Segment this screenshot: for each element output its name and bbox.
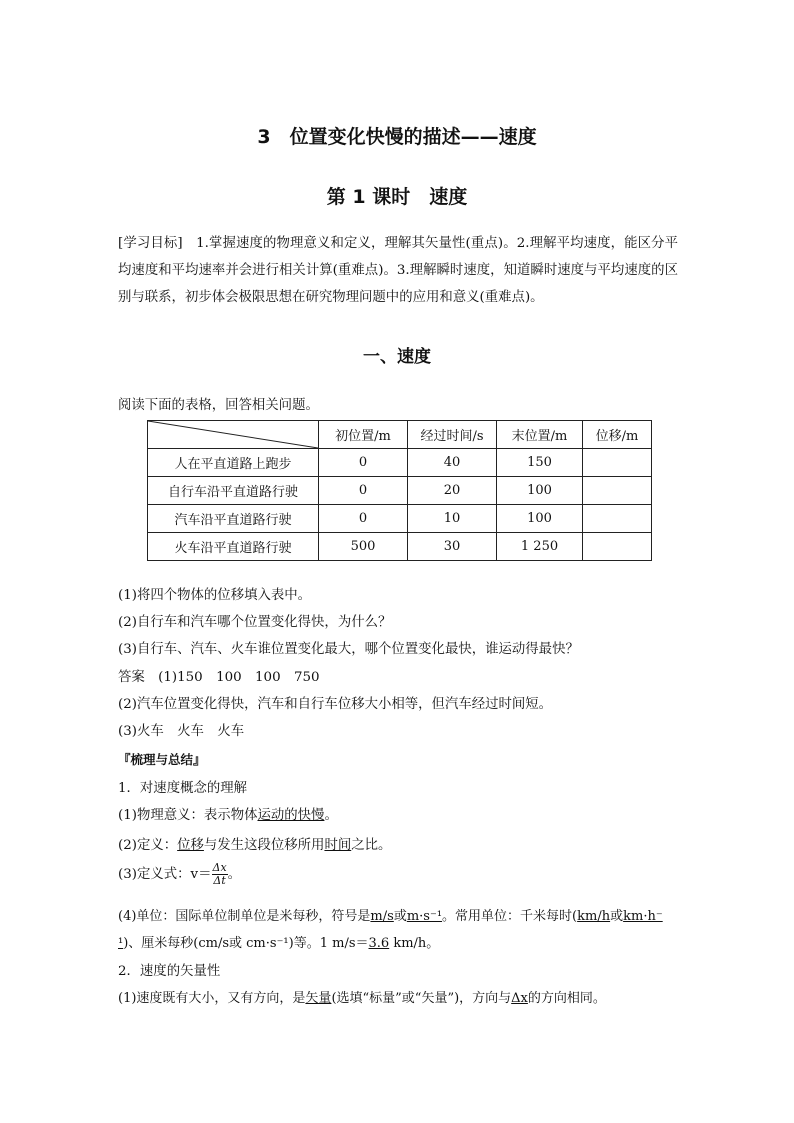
table-row — [148, 449, 652, 477]
diagonal-line — [148, 421, 318, 448]
table-cell — [583, 505, 652, 533]
underlined-term: Δx — [511, 991, 528, 1006]
underlined-term: 3.6 — [368, 936, 390, 951]
section-title: 一、速度 — [363, 347, 431, 367]
header-cell: 经过时间/s — [408, 421, 497, 449]
text-span: (1)速度既有大小，又有方向，是 — [118, 991, 306, 1006]
summary-item-1: 1．对速度概念的理解 — [118, 781, 248, 796]
table-cell: 10 — [408, 505, 497, 533]
table-row — [148, 505, 652, 533]
lesson-title: 第 1 课时 速度 — [326, 186, 468, 208]
text-span: 。 — [227, 867, 242, 882]
row-label: 汽车沿平直道路行驶 — [148, 505, 319, 533]
question-1: (1)将四个物体的位移填入表中。 — [118, 588, 312, 603]
table-cell: 500 — [319, 533, 408, 561]
underlined-term: 时间 — [324, 838, 352, 853]
header-cell: 初位置/m — [319, 421, 408, 449]
answer-3: (3)火车 火车 火车 — [118, 724, 245, 739]
underlined-term: 矢量 — [305, 991, 332, 1006]
underlined-term: ¹ — [118, 936, 124, 951]
table-cell: 0 — [319, 477, 408, 505]
summary-definition — [118, 834, 391, 853]
summary-vector — [118, 987, 606, 1006]
header-cell: 位移/m — [583, 421, 652, 449]
summary-units — [118, 905, 663, 924]
text-span: (3)定义式：v＝ — [118, 867, 212, 882]
table-cell: 1 250 — [497, 533, 583, 561]
header-cell: 末位置/m — [497, 421, 583, 449]
table-cell: 150 — [497, 449, 583, 477]
table-row — [148, 477, 652, 505]
text-span: (4)单位：国际单位制单位是米每秒，符号是 — [118, 909, 371, 924]
answer-2: (2)汽车位置变化得快，汽车和自行车位移大小相等，但汽车经过时间短。 — [118, 697, 553, 712]
learning-goals: [学习目标] 1.掌握速度的物理意义和定义，理解其矢量性(重点)。2.理解平均速度，能区分平均速度和平均速率并会进行相关计算(重难点)。3.理解瞬时速度，知道瞬时速度与平均速度的区别与联系，初步体会极限思想在研究物理问题中的应用和意义(重难点)。 — [118, 236, 678, 305]
table-cell — [583, 477, 652, 505]
data-table — [147, 420, 652, 561]
fraction — [212, 862, 228, 887]
text-span: 。常用单位：千米每时( — [442, 909, 578, 924]
summary-item-2: 2．速度的矢量性 — [118, 964, 221, 979]
table-cell: 0 — [319, 449, 408, 477]
table-cell: 0 — [319, 505, 408, 533]
table-cell: 100 — [497, 505, 583, 533]
table-row — [148, 533, 652, 561]
table-header-row — [148, 421, 652, 449]
text-span: )、厘米每秒(cm/s或 cm·s⁻¹)等。1 m/s＝ — [123, 936, 369, 951]
text-span: (2)定义： — [118, 838, 178, 853]
table-cell: 20 — [408, 477, 497, 505]
row-label: 自行车沿平直道路行驶 — [148, 477, 319, 505]
table-intro: 阅读下面的表格，回答相关问题。 — [118, 398, 319, 413]
table-cell: 100 — [497, 477, 583, 505]
text-span: (选填“标量”或“矢量”)，方向与 — [331, 991, 512, 1006]
underlined-term: 位移 — [177, 838, 204, 853]
underlined-term: km·h⁻ — [623, 909, 663, 924]
text-span: 之比。 — [351, 838, 392, 853]
text-span: km/h。 — [389, 936, 440, 951]
summary-meaning — [118, 804, 338, 823]
row-label: 火车沿平直道路行驶 — [148, 533, 319, 561]
summary-units-cont — [118, 932, 439, 951]
table-cell — [583, 533, 652, 561]
text-span: 的方向相同。 — [527, 991, 606, 1006]
table-cell: 30 — [408, 533, 497, 561]
fraction-numerator: Δx — [212, 861, 227, 874]
summary-heading: 『梳理与总结』 — [118, 752, 206, 767]
text-span: (1)物理意义：表示物体 — [118, 808, 258, 823]
fraction-denominator: Δt — [213, 874, 226, 887]
text-span: 。 — [324, 808, 338, 823]
underlined-term: km/h — [577, 909, 611, 924]
underlined-term: m·s⁻¹ — [406, 909, 443, 924]
question-2: (2)自行车和汽车哪个位置变化得快，为什么？ — [118, 615, 392, 630]
row-label: 人在平直道路上跑步 — [148, 449, 319, 477]
table-cell: 40 — [408, 449, 497, 477]
text-span: 或 — [610, 909, 624, 924]
question-3: (3)自行车、汽车、火车谁位置变化最大，哪个位置变化最快，谁运动得最快？ — [118, 642, 579, 657]
table-cell — [583, 449, 652, 477]
underlined-term: m/s — [370, 909, 394, 924]
text-span: 或 — [393, 909, 407, 924]
underlined-term: 运动的快慢 — [257, 808, 325, 823]
diagonal-header-cell — [148, 421, 319, 449]
summary-formula — [118, 862, 241, 887]
answer-1: 答案 (1)150 100 100 750 — [118, 670, 320, 685]
text-span: 与发生这段位移所用 — [203, 838, 325, 853]
chapter-title: 3 位置变化快慢的描述——速度 — [257, 126, 537, 148]
